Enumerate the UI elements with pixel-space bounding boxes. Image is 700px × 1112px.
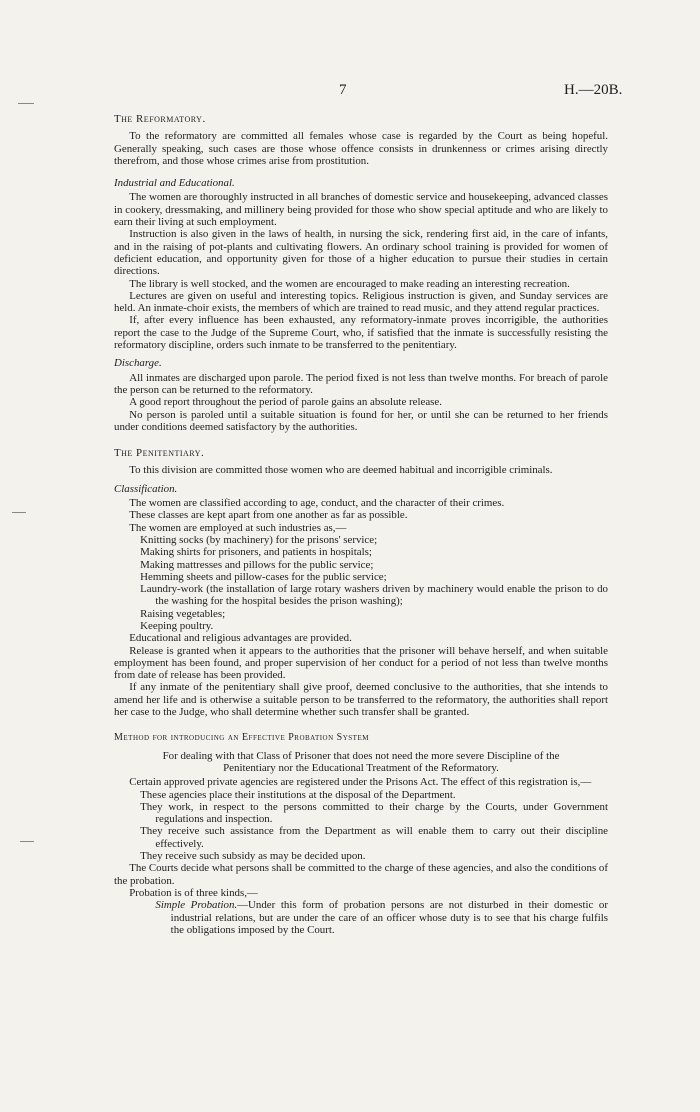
- paragraph: The library is well stocked, and the women are encouraged to make reading an interesting recreation.: [129, 277, 570, 290]
- paragraph: A good report throughout the period of parole gains an absolute release.: [129, 396, 442, 409]
- document-reference: H.—20B.: [564, 82, 623, 98]
- body-text: [114, 106, 608, 936]
- paragraph: Educational and religious advantages are provided.: [129, 632, 352, 645]
- paragraph: To the reformatory are committed all females whose case is regarded by the Court as being hopeful. Generally speaking, such cases are those whose offence consists in drunkenness or crimes arising directly therefrom, and those whose crimes arise from prostitution.: [114, 130, 608, 167]
- paragraph: Probation is of three kinds,—: [129, 886, 258, 899]
- paragraph: Certain approved private agencies are registered under the Prisons Act. The effect of this registration is,—: [129, 776, 592, 789]
- paragraph: Release is granted when it appears to the authorities that the prisoner will behave herself, and when suitable employment has been found, and proper supervision of her conduct for a period of not less than twelve months from date of release has been provided.: [114, 644, 608, 682]
- paragraph: The women are classified according to age, conduct, and the character of their crimes.: [129, 497, 505, 510]
- list-item-simple-probation: [114, 899, 608, 936]
- simple-probation-text: —Under this form of probation persons are not disturbed in their domestic or industrial relations, but are under the care of an officer whose duty is to see that his charge fulfils the obligations imposed by the Court.: [170, 899, 608, 936]
- list-item: They receive such assistance from the Department as will enable them to carry out their discipline effectively.: [140, 825, 608, 850]
- page-number: 7: [339, 82, 347, 98]
- list-item: These agencies place their institutions at the disposal of the Department.: [140, 788, 456, 801]
- margin-mark: [18, 103, 34, 104]
- margin-mark: [20, 841, 34, 842]
- list-item: Keeping poultry.: [140, 619, 214, 632]
- paragraph: Instruction is also given in the laws of health, in nursing the sick, rendering first aid, in the care of infants, and in the raising of pot-plants and cultivating flowers. An ordinary school training is provided for women of deficient education, and opportunity given for those of a higher education to pursue their studies in certain directions.: [114, 228, 608, 278]
- paragraph: If, after every influence has been exhausted, any reformatory-inmate proves incorrigible, the authorities report the case to the Judge of the Supreme Court, who, if satisfied that the inmate is successfully resisting the reformatory discipline, orders such inmate to be transferred to the penitentiary.: [114, 314, 608, 352]
- simple-probation-label: Simple Probation.: [155, 899, 238, 912]
- paragraph: To this division are committed those women who are deemed habitual and incorrigible criminals.: [129, 464, 553, 477]
- paragraph: These classes are kept apart from one another as far as possible.: [129, 509, 408, 522]
- paragraph: The Courts decide what persons shall be committed to the charge of these agencies, and also the conditions of the probation.: [114, 862, 608, 887]
- paragraph: The women are employed at such industries as,—: [129, 521, 347, 534]
- section-heading-probation: Method for introducing an Effective Probation System: [114, 732, 369, 744]
- list-item: Making shirts for prisoners, and patients in hospitals;: [140, 546, 372, 559]
- section-heading-penitentiary: The Penitentiary.: [114, 447, 205, 460]
- paragraph: Lectures are given on useful and interesting topics. Religious instruction is given, and Sunday services are held. An inmate-choir exists, the members of which are trained to read music, and they attend regular practices.: [114, 289, 608, 315]
- paragraph: All inmates are discharged upon parole. The period fixed is not less than twelve months. For breach of parole the person can be returned to the reformatory.: [114, 371, 608, 396]
- paragraph: No person is paroled until a suitable situation is found for her, or until she can be returned to her friends under conditions deemed satisfactory by the authorities.: [114, 408, 608, 433]
- list-item: They receive such subsidy as may be decided upon.: [140, 850, 366, 863]
- section-subheading-probation: For dealing with that Class of Prisoner that does not need the more severe Discipline of the Penitentiary nor the Educational Treatment of the Reformatory.: [162, 749, 560, 774]
- subheading-classification: Classification.: [114, 482, 178, 495]
- subheading-industrial: Industrial and Educational.: [114, 177, 235, 190]
- section-heading-reformatory: The Reformatory.: [114, 113, 206, 125]
- subheading-discharge: Discharge.: [114, 357, 162, 370]
- list-item: Laundry-work (the installation of large rotary washers driven by machinery would enable the prison to do the washing for the hospital besides the prison washing);: [140, 583, 608, 608]
- list-item: They work, in respect to the persons committed to their charge by the Courts, under Government regulations and inspection.: [140, 800, 608, 826]
- list-item: Hemming sheets and pillow-cases for the public service;: [140, 570, 387, 583]
- paragraph: If any inmate of the penitentiary shall give proof, deemed conclusive to the authorities, that she intends to amend her life and is otherwise a suitable person to be transferred to the reformatory, the authorities shall report her case to the Judge, who shall determine whether such transfer shall be granted.: [114, 681, 608, 719]
- list-item: Raising vegetables;: [140, 607, 226, 620]
- list-item: Making mattresses and pillows for the public service;: [140, 558, 374, 571]
- list-item: Knitting socks (by machinery) for the prisons' service;: [140, 533, 378, 546]
- margin-mark: [12, 512, 26, 513]
- paragraph: The women are thoroughly instructed in all branches of domestic service and housekeeping, advanced classes in cookery, dressmaking, and millinery being provided for those who show special aptitude and who are likely to earn their living at such employment.: [114, 191, 608, 229]
